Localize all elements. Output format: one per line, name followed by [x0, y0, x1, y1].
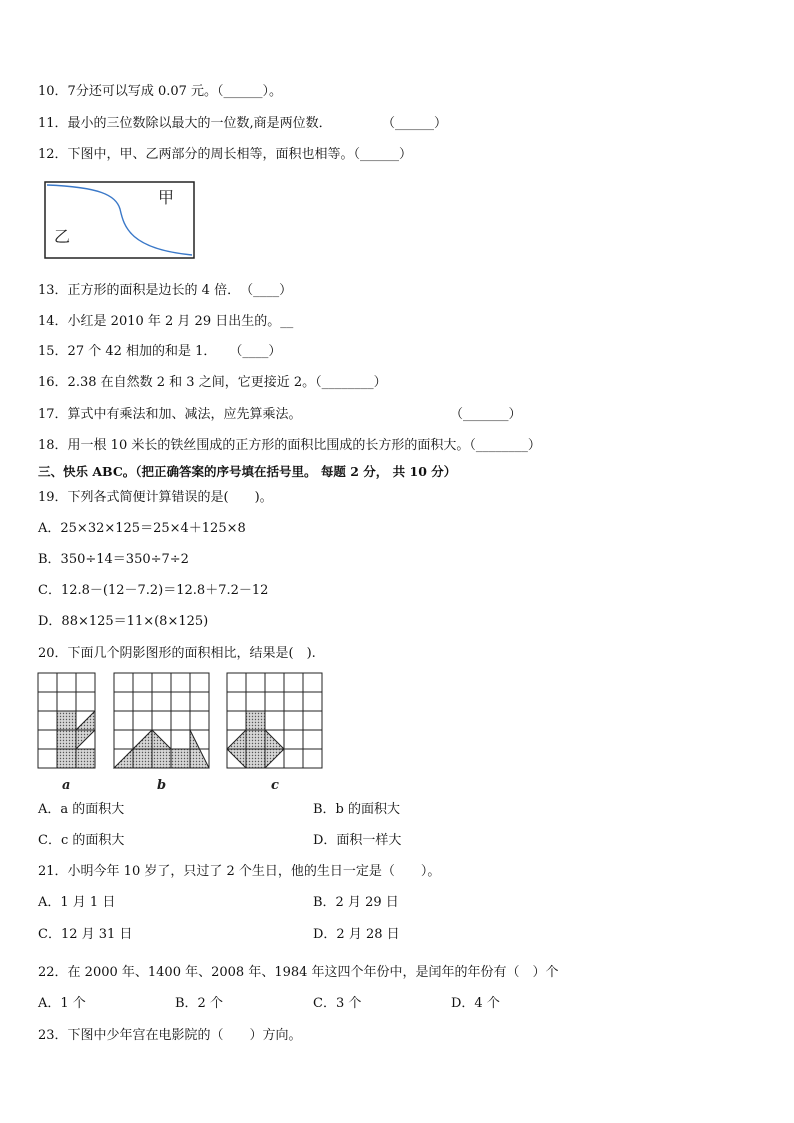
- question-19-option-d: D．88×125＝11×(8×125): [38, 614, 209, 629]
- question-13: 13．正方形的面积是边长的 4 倍． （____）: [38, 283, 293, 298]
- question-21-option-c: C．12 月 31 日: [38, 927, 133, 942]
- grid-label-b: b: [157, 778, 167, 793]
- label-jia: 甲: [158, 188, 175, 207]
- label-yi: 乙: [54, 227, 71, 246]
- question-19-option-b: B．350÷14＝350÷7÷2: [38, 552, 189, 567]
- question-20-option-d: D．面积一样大: [313, 833, 402, 848]
- grid-b: [114, 673, 209, 768]
- question-20: 20．下面几个阴影图形的面积相比，结果是( ).: [38, 646, 316, 661]
- grid-c: [227, 673, 322, 768]
- question-14: 14．小红是 2010 年 2 月 29 日出生的。__: [38, 314, 294, 329]
- question-20-option-c: C．c 的面积大: [38, 833, 125, 848]
- question-17: 17．算式中有乘法和加、减法，应先算乘法。: [38, 407, 302, 422]
- question-21: 21．小明今年 10 岁了，只过了 2 个生日，他的生日一定是（ ）。: [38, 864, 441, 879]
- question-16: 16．2.38 在自然数 2 和 3 之间，它更接近 2。（________）: [38, 375, 387, 390]
- question-11: 11．最小的三位数除以最大的一位数,商是两位数．: [38, 116, 332, 131]
- question-20-option-b: B．b 的面积大: [313, 802, 401, 817]
- question-12: 12．下图中，甲、乙两部分的周长相等，面积也相等。（______）: [38, 147, 413, 162]
- shaded-shape-c: [227, 711, 284, 768]
- question-20-figure: [36, 672, 326, 794]
- question-22-option-b: B．2 个: [175, 996, 223, 1011]
- question-23: 23．下图中少年宫在电影院的（ ）方向。: [38, 1028, 302, 1043]
- question-20-option-a: A．a 的面积大: [38, 802, 125, 817]
- question-22: 22．在 2000 年、1400 年、2008 年、1984 年这四个年份中，是闰年的年份有（ ）个: [38, 965, 559, 980]
- question-22-option-d: D．4 个: [451, 996, 500, 1011]
- question-15: 15．27 个 42 相加的和是 1． （____）: [38, 344, 282, 359]
- grid-a: [38, 673, 95, 768]
- section-3-heading: 三、快乐 ABC。（把正确答案的序号填在括号里。 每题 2 分， 共 10 分）: [38, 464, 457, 479]
- question-21-option-a: A．1 月 1 日: [38, 895, 116, 910]
- question-11-answer-blank: （______）: [382, 116, 448, 131]
- question-21-option-d: D．2 月 28 日: [313, 927, 400, 942]
- question-22-option-a: A．1 个: [38, 996, 86, 1011]
- question-19: 19．下列各式简便计算错误的是( )。: [38, 490, 273, 505]
- question-18: 18．用一根 10 米长的铁丝围成的正方形的面积比围成的长方形的面积大。（________）: [38, 438, 541, 453]
- question-22-option-c: C．3 个: [313, 996, 362, 1011]
- question-10: 10．7分还可以写成 0.07 元。（______）。: [38, 84, 283, 99]
- grid-label-c: c: [271, 778, 279, 793]
- question-19-option-a: A．25×32×125＝25×4＋125×8: [38, 521, 246, 536]
- question-17-answer-blank: （_______）: [450, 407, 522, 422]
- question-19-option-c: C．12.8－(12－7.2)＝12.8＋7.2－12: [38, 583, 269, 598]
- grid-label-a: a: [62, 778, 71, 793]
- question-12-figure: [44, 181, 196, 260]
- question-21-option-b: B．2 月 29 日: [313, 895, 399, 910]
